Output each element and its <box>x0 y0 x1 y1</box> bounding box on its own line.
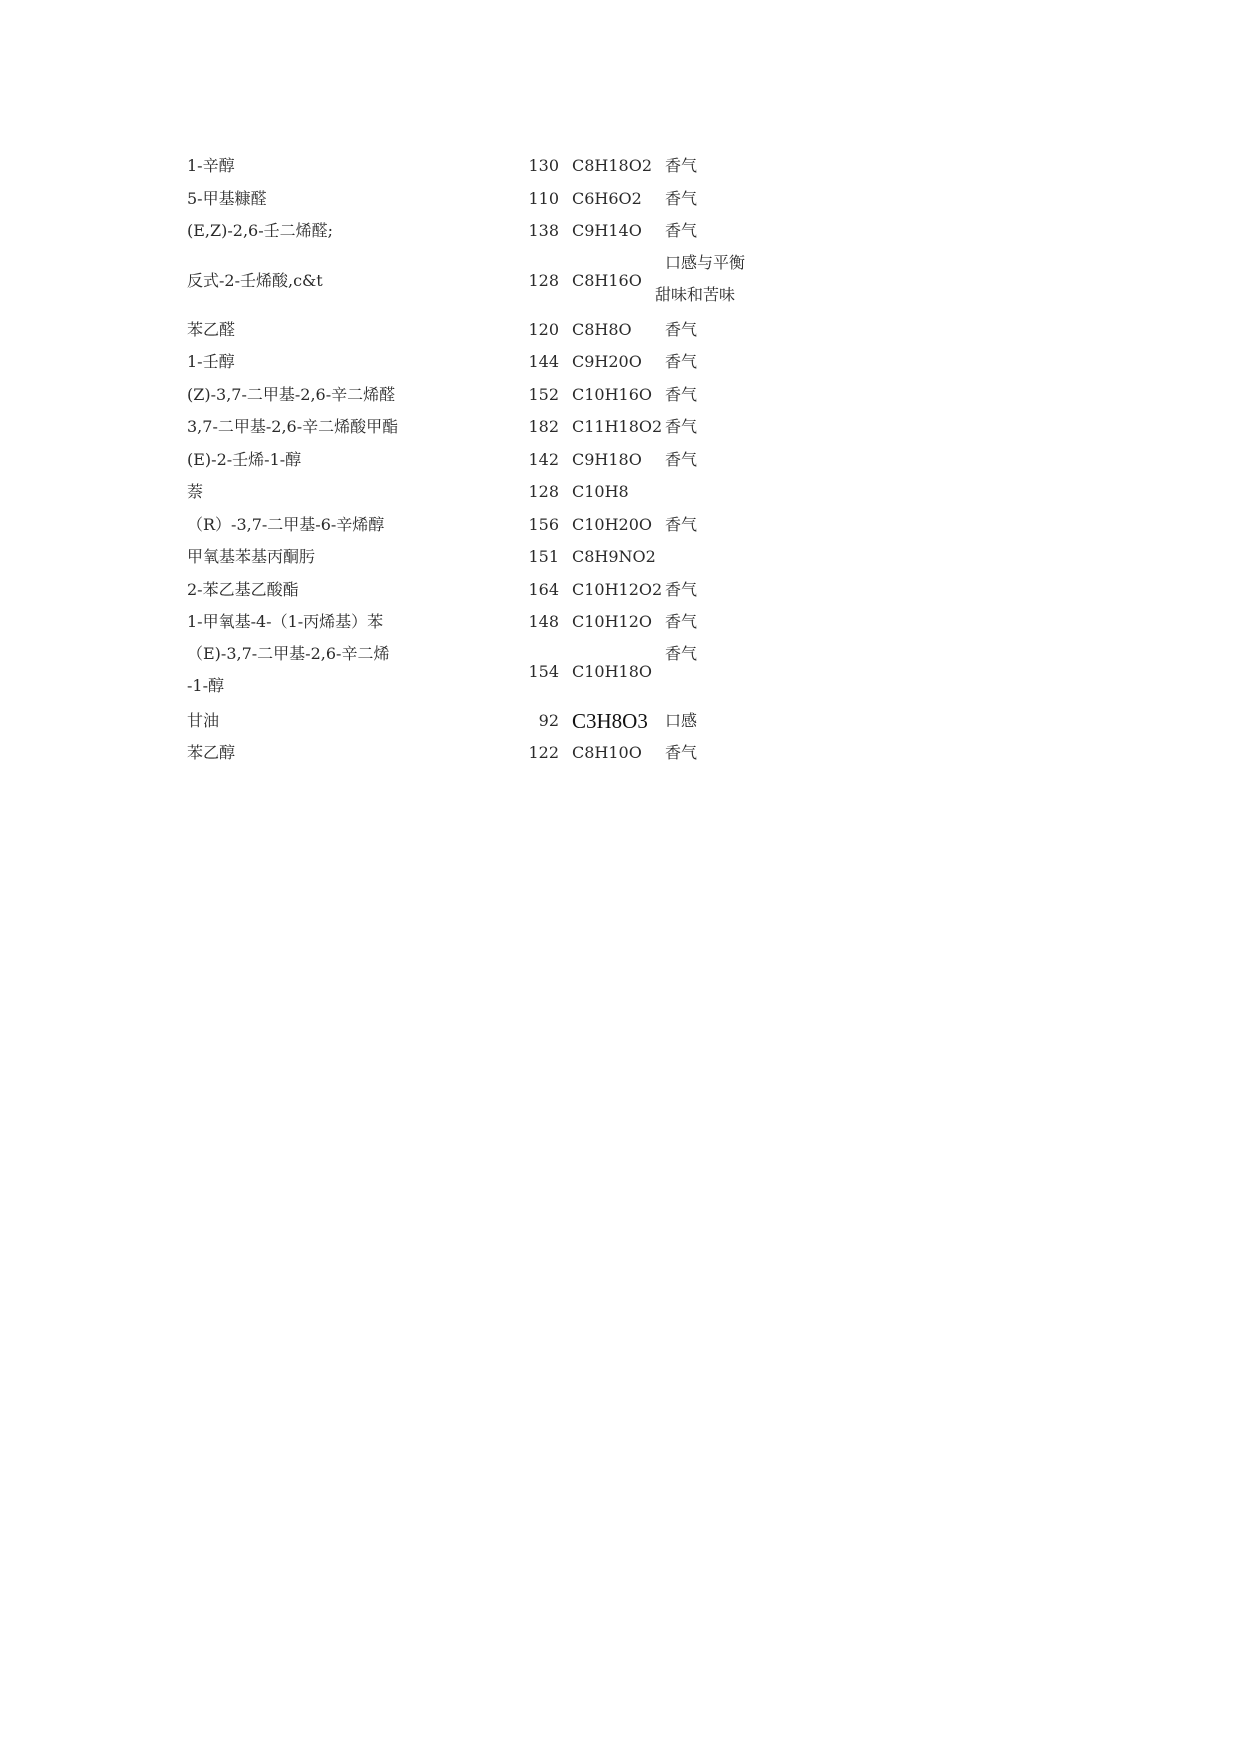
table-row <box>187 314 787 347</box>
molecular-weight: 164 <box>528 579 559 599</box>
molecular-weight: 122 <box>528 743 559 762</box>
molecular-formula: C10H20O <box>572 514 653 534</box>
sensory-description: 香气 <box>665 514 698 534</box>
compound-name <box>187 638 447 703</box>
compound-table <box>187 150 787 770</box>
molecular-weight: 182 <box>528 417 559 436</box>
sensory-description <box>655 247 746 312</box>
sensory-description: 香气 <box>665 449 698 469</box>
sensory-description: 香气 <box>665 319 698 339</box>
molecular-formula: C8H10O <box>572 743 642 762</box>
sensory-description-line1: 口感与平衡 <box>665 252 746 272</box>
molecular-formula: C10H12O2 <box>572 579 663 599</box>
sensory-description: 香气 <box>665 188 698 208</box>
compound-name: (E,Z)-2,6-壬二烯醛; <box>187 221 334 240</box>
molecular-formula: C9H14O <box>572 221 642 240</box>
sensory-description: 香气 <box>665 743 698 762</box>
compound-name: 甘油 <box>187 710 220 730</box>
molecular-formula: C6H6O2 <box>572 188 642 208</box>
table-row <box>187 737 787 770</box>
compound-name: 1-辛醇 <box>187 156 235 175</box>
compound-name: 1-壬醇 <box>187 352 235 371</box>
compound-name: (Z)-3,7-二甲基-2,6-辛二烯醛 <box>187 384 396 404</box>
compound-name: 反式-2-壬烯酸,c&t <box>187 270 323 290</box>
molecular-formula: C10H18O <box>572 661 653 681</box>
compound-name: 3,7-二甲基-2,6-辛二烯酸甲酯 <box>187 417 399 436</box>
molecular-weight: 110 <box>528 188 559 208</box>
molecular-formula: C8H9NO2 <box>572 547 656 566</box>
table-row <box>187 248 787 314</box>
molecular-formula: C8H8O <box>572 319 632 339</box>
table-row <box>187 411 787 444</box>
table-row <box>187 215 787 248</box>
compound-name: 5-甲基糠醛 <box>187 188 267 208</box>
molecular-weight: 128 <box>528 270 559 290</box>
table-row <box>187 476 787 509</box>
sensory-description: 香气 <box>665 384 698 404</box>
sensory-description: 香气 <box>665 156 698 175</box>
table-row <box>187 541 787 574</box>
sensory-description: 香气 <box>665 221 698 240</box>
molecular-weight: 142 <box>528 449 559 469</box>
sensory-description: 口感 <box>665 710 698 730</box>
compound-name: 2-苯乙基乙酸酯 <box>187 579 299 599</box>
molecular-weight: 130 <box>528 156 559 175</box>
table-row <box>187 606 787 639</box>
compound-name-line2: -1-醇 <box>187 676 224 695</box>
molecular-weight: 152 <box>528 384 559 404</box>
compound-name: 萘 <box>187 482 204 501</box>
table-row <box>187 379 787 412</box>
compound-name: 1-甲氧基-4-（1-丙烯基）苯 <box>187 612 384 631</box>
compound-name-line1: （E)-3,7-二甲基-2,6-辛二烯 <box>187 643 390 663</box>
compound-name: 苯乙醛 <box>187 319 236 339</box>
compound-name: 苯乙醇 <box>187 743 236 762</box>
table-row <box>187 574 787 607</box>
sensory-description: 香气 <box>665 352 698 371</box>
molecular-weight: 92 <box>538 710 559 730</box>
molecular-weight: 128 <box>528 482 559 501</box>
sensory-description-line2: 甜味和苦味 <box>655 285 736 304</box>
molecular-weight: 138 <box>528 221 559 240</box>
molecular-formula: C10H8 <box>572 482 629 501</box>
table-row <box>187 639 787 705</box>
molecular-formula: C8H18O2 <box>572 156 653 175</box>
molecular-weight: 120 <box>528 319 559 339</box>
table-row <box>187 346 787 379</box>
table-row <box>187 705 787 738</box>
molecular-weight: 151 <box>528 547 559 566</box>
sensory-description: 香气 <box>665 612 698 631</box>
sensory-description: 香气 <box>665 643 698 663</box>
sensory-description: 香气 <box>665 579 698 599</box>
molecular-formula: C3H8O3 <box>572 708 648 733</box>
table-row <box>187 150 787 183</box>
molecular-formula: C9H18O <box>572 449 642 469</box>
compound-name: (E)-2-壬烯-1-醇 <box>187 449 302 469</box>
sensory-description: 香气 <box>665 417 698 436</box>
molecular-weight: 156 <box>528 514 559 534</box>
compound-name: （R）-3,7-二甲基-6-辛烯醇 <box>187 514 385 534</box>
table-row <box>187 183 787 216</box>
molecular-formula: C10H16O <box>572 384 653 404</box>
table-row <box>187 444 787 477</box>
molecular-weight: 148 <box>528 612 559 631</box>
compound-name: 甲氧基苯基丙酮肟 <box>187 547 316 566</box>
molecular-formula: C11H18O2 <box>572 417 663 436</box>
molecular-weight: 144 <box>528 352 559 371</box>
table-row <box>187 509 787 542</box>
molecular-formula: C9H20O <box>572 352 642 371</box>
molecular-formula: C8H16O <box>572 270 642 290</box>
molecular-weight: 154 <box>528 661 559 681</box>
molecular-formula: C10H12O <box>572 612 653 631</box>
